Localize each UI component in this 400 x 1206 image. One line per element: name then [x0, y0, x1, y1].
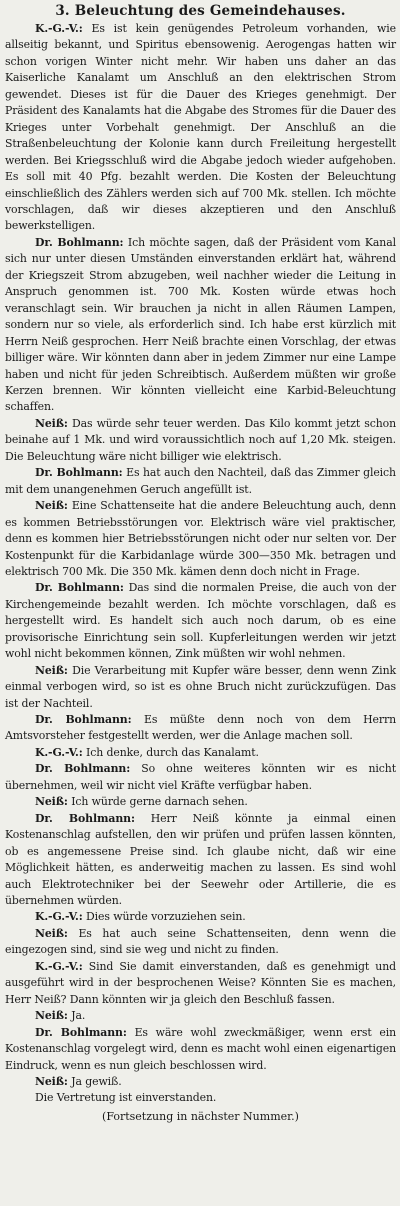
speaker-label: Dr. Bohlmann: — [35, 581, 124, 595]
paragraph-text: Sind Sie damit einverstanden, daß es genehmigt und ausgeführt wird in der besprochenen Weise? Könnten Sie es machen, Herr Neiß? Dann könnten wir ja gleich den Beschluß fassen. — [5, 959, 396, 1006]
paragraph-text: Ich würde gerne darnach sehen. — [71, 795, 248, 809]
paragraph-text: Die Vertretung ist einverstanden. — [35, 1091, 217, 1105]
paragraph — [5, 761, 396, 794]
speaker-label: K.-G.-V.: — [35, 22, 83, 35]
article-body — [5, 21, 396, 1107]
speaker-label: K.-G.-V.: — [35, 745, 83, 759]
speaker-label: Neiß: — [35, 926, 68, 940]
paragraph-text: Ja. — [71, 1009, 86, 1023]
continuation-note: (Fortsetzung in nächster Nummer.) — [102, 1109, 299, 1123]
paragraph-text: So ohne weiteres könnten wir es nicht übernehmen, weil wir nicht viel Kräfte verfügbar haben. — [5, 762, 396, 792]
paragraph — [5, 811, 396, 910]
paragraph — [5, 926, 396, 959]
speaker-label: Neiß: — [35, 1009, 68, 1023]
speaker-label: Neiß: — [35, 499, 68, 513]
speaker-label: Dr. Bohlmann: — [35, 713, 132, 727]
paragraph — [5, 1025, 396, 1074]
speaker-label: Neiß: — [35, 663, 68, 677]
paragraph — [5, 21, 396, 235]
paragraph — [5, 959, 396, 1008]
paragraph-text: Es hat auch seine Schattenseiten, denn wenn die eingezogen sind, sind sie weg und nicht zu finden. — [5, 926, 396, 957]
paragraph — [5, 498, 396, 580]
paragraph-text: Das würde sehr teuer werden. Das Kilo kommt jetzt schon beinahe auf 1 Mk. und wird voraussichtlich noch auf 1,20 Mk. steigen. Die Beleuchtung wäre nicht billiger wie elektrisch. — [5, 416, 396, 463]
speaker-label: Dr. Bohlmann: — [35, 1025, 127, 1039]
speaker-label: Dr. Bohlmann: — [35, 762, 131, 776]
paragraph-text: Ich möchte sagen, daß der Präsident vom Kanal sich nur unter diesen Umständen einverstanden erklärt hat, während der Kriegszeit Strom abzugeben, weil nachher wieder die Leitung in Anspruch genommen ist. 700 Mk. Kosten würde etwas hoch veranschlagt sein. Wir brauchen ja nicht in allen Räumen Lampen, sondern nur so viele, als erforderlich sind. Ich habe erst kürzlich mit Herrn Neiß gesprochen. Herr Neiß brachte einen Vorschlag, der etwas billiger wäre. Wir könnten dann aber in jedem Zimmer nur eine Lampe haben und nicht für jeden Schreibtisch. Außerdem müßten wir große Kerzen brennen. Wir könnten vielleicht eine Karbid-Beleuchtung schaffen. — [5, 235, 396, 414]
paragraph — [5, 745, 396, 761]
paragraph-text: Es hat auch den Nachteil, daß das Zimmer gleich mit dem unangenehmen Geruch angefüllt ist. — [5, 466, 396, 496]
paragraph-text: Das sind die normalen Preise, die auch von der Kirchengemeinde bezahlt werden. Ich möchte vorschlagen, daß es hergestellt wird. Es handelt sich auch noch darum, ob es eine provisorische Einrichtung sein soll. Kupferleitungen werden wir jetzt wohl nicht bekommen können, Zink müßten wir wohl nehmen. — [5, 581, 396, 661]
speaker-label: Neiß: — [35, 416, 68, 430]
paragraph-text: Es müßte denn noch von dem Herrn Amtsvorsteher festgestellt werden, wer die Anlage machen soll. — [5, 713, 396, 743]
speaker-label: Dr. Bohlmann: — [35, 466, 123, 480]
paragraph-text: Es wäre wohl zweckmäßiger, wenn erst ein Kostenanschlag vorgelegt wird, denn es macht wohl einen eigenartigen Eindruck, wenn es nun gleich beschlossen wird. — [5, 1025, 396, 1072]
speaker-label: K.-G.-V.: — [35, 910, 83, 924]
paragraph-text: Die Verarbeitung mit Kupfer wäre besser, denn wenn Zink einmal verbogen wird, so ist es ohne Bruch nicht zurückzufügen. Das ist der Nachteil. — [5, 663, 396, 710]
section-title: 3. Beleuchtung des Gemeindehauses. — [55, 3, 346, 19]
paragraph-text: Ich denke, durch das Kanalamt. — [86, 745, 259, 759]
paragraph — [5, 909, 396, 925]
speaker-label: Neiß: — [35, 795, 68, 809]
paragraph — [5, 465, 396, 498]
speaker-label: Neiß: — [35, 1075, 68, 1088]
paragraph — [5, 1008, 396, 1024]
paragraph-text: Ja gewiß. — [71, 1075, 122, 1088]
paragraph — [5, 235, 396, 416]
paragraph — [5, 580, 396, 662]
paragraph — [5, 1074, 396, 1090]
paragraph — [5, 663, 396, 712]
speaker-label: K.-G.-V.: — [35, 959, 83, 973]
speaker-label: Dr. Bohlmann: — [35, 235, 124, 249]
paragraph-text: Eine Schattenseite hat die andere Beleuchtung auch, denn es kommen Betriebsstörungen vor. Elektrisch wäre viel praktischer, denn es kommen hier Betriebsstörungen nicht oder nur selten vor. Der Kostenpunkt für die Karbidanlage würde 300—350 Mk. betragen und elektrisch 700 Mk. Die 350 Mk. kämen denn doch nicht in Frage. — [5, 499, 396, 578]
paragraph — [5, 416, 396, 465]
paragraph — [5, 794, 396, 810]
paragraph-text: Es ist kein genügendes Petroleum vorhanden, wie allseitig bekannt, und Spiritus ebensowenig. Aerogengas hatten wir schon vorigen Winter nicht mehr. Wir haben uns daher an das Kaiserliche Kanalamt um Anschluß an den elektrischen Strom gewendet. Dieses ist für die Dauer des Krieges genehmigt. Der Präsident des Kanalamts hat die Abgabe des Stromes für die Dauer des Krieges unter Vorbehalt genehmigt. Der Anschluß an die Straßenbeleuchtung der Kolonie kann durch Freileitung hergestellt werden. Bei Kriegsschluß wird die Abgabe jedoch wieder aufgehoben. Es soll mit 40 Pfg. bezahlt werden. Die Kosten der Beleuchtung einschließlich des Zählers werden sich auf 700 Mk. stellen. Ich möchte vorschlagen, daß wir dieses akzeptieren und den Anschluß bewerkstelligen. — [5, 22, 396, 233]
paragraph-text: Herr Neiß könnte ja einmal einen Kostenanschlag aufstellen, den wir prüfen und prüfen lassen könnten, ob es angemessene Preise sind. Ich glaube nicht, daß wir eine Möglichkeit hätten, es anderweitig machen zu lassen. Es sind wohl auch Elektrotechniker bei der Seewehr oder Artillerie, die es übernehmen würden. — [5, 811, 396, 908]
speaker-label: Dr. Bohlmann: — [35, 811, 135, 825]
paragraph — [5, 1090, 396, 1106]
paragraph — [5, 712, 396, 745]
paragraph-text: Dies würde vorzuziehen sein. — [86, 910, 246, 924]
